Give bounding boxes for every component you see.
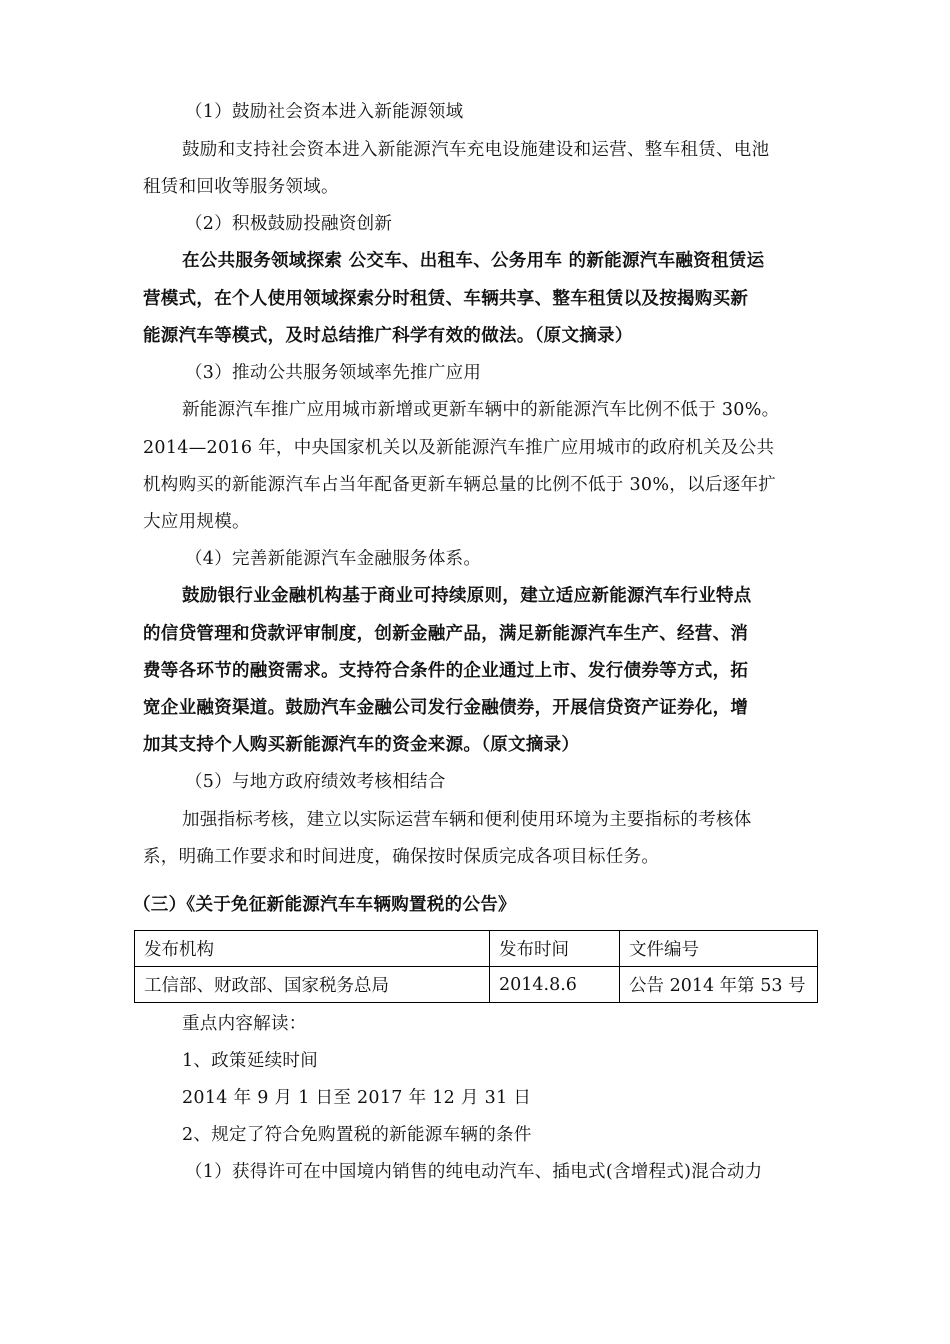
text-line: 能源汽车等模式，及时总结推广科学有效的做法。（原文摘录） [143,326,633,346]
document-info-table [134,930,818,1003]
text-line: （三）《关于免征新能源汽车车辆购置税的公告》 [133,895,516,915]
cell-publisher: 工信部、财政部、国家税务总局 [135,967,490,1003]
text-line: 加强指标考核，建立以实际运营车辆和便利使用环境为主要指标的考核体 [182,810,752,830]
cell-date: 2014.8.6 [490,967,620,1003]
text-line: 租赁和回收等服务领域。 [143,177,339,197]
text-line: （3）推动公共服务领域率先推广应用 [185,363,482,383]
text-line: （4）完善新能源汽车金融服务体系。 [185,549,482,569]
text-line: 营模式，在个人使用领域探索分时租赁、车辆共享、整车租赁以及按揭购买新 [143,289,749,309]
text-line: 在公共服务领域探索 公交车、出租车、公务用车 的新能源汽车融资租赁运 [182,251,765,271]
cell-doc-number: 公告 2014 年第 53 号 [620,967,818,1003]
text-line: （5）与地方政府绩效考核相结合 [185,772,446,792]
text-line: 机构购买的新能源汽车占当年配备更新车辆总量的比例不低于 30%，以后逐年扩 [143,475,777,495]
header-cell-doc-number: 文件编号 [620,931,818,967]
text-line: 2、规定了符合免购置税的新能源车辆的条件 [182,1125,532,1145]
text-line: 系，明确工作要求和时间进度，确保按时保质完成各项目标任务。 [143,847,660,867]
text-line: 重点内容解读： [182,1014,307,1034]
table-header-row [135,931,818,967]
text-line: 2014—2016 年，中央国家机关以及新能源汽车推广应用城市的政府机关及公共 [143,438,775,458]
text-line: （1）鼓励社会资本进入新能源领域 [185,102,464,122]
text-line: 新能源汽车推广应用城市新增或更新车辆中的新能源汽车比例不低于 30%。 [182,400,780,420]
text-line: 宽企业融资渠道。鼓励汽车金融公司发行金融债券，开展信贷资产证券化，增 [143,698,749,718]
text-line: 大应用规模。 [143,512,250,532]
text-line: 鼓励和支持社会资本进入新能源汽车充电设施建设和运营、整车租赁、电池 [182,140,770,160]
header-cell-date: 发布时间 [490,931,620,967]
text-line: （1）获得许可在中国境内销售的纯电动汽车、插电式(含增程式)混合动力 [185,1162,763,1182]
text-line: （2）积极鼓励投融资创新 [185,214,393,234]
text-line: 费等各环节的融资需求。支持符合条件的企业通过上市、发行债券等方式，拓 [143,661,749,681]
text-line: 2014 年 9 月 1 日至 2017 年 12 月 31 日 [182,1088,532,1108]
header-cell-publisher: 发布机构 [135,931,490,967]
table-row [135,967,818,1003]
text-line: 鼓励银行业金融机构基于商业可持续原则，建立适应新能源汽车行业特点 [182,586,752,606]
text-line: 1、政策延续时间 [182,1051,319,1071]
text-line: 的信贷管理和贷款评审制度，创新金融产品，满足新能源汽车生产、经营、消 [143,624,749,644]
text-line: 加其支持个人购买新能源汽车的资金来源。（原文摘录） [143,735,580,755]
